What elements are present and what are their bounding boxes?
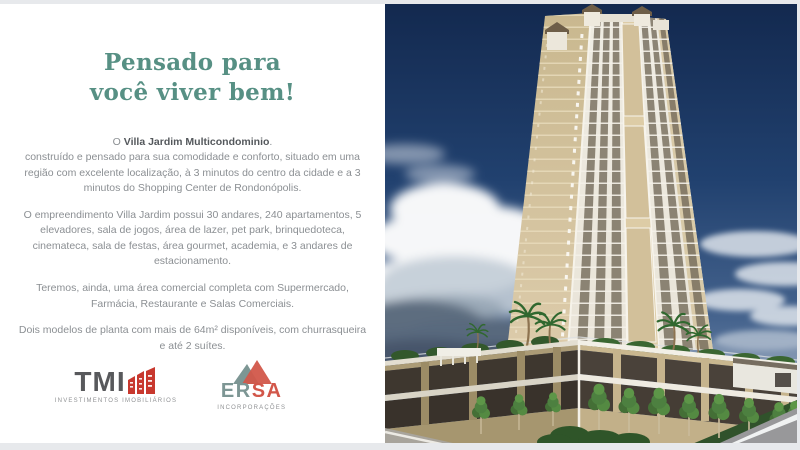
tmi-wordmark: TMI [74, 366, 126, 398]
tower-scene [385, 4, 797, 443]
ersa-wordmark-red: SA [251, 380, 283, 402]
ersa-wordmark-teal: ER [220, 380, 252, 402]
description-block [18, 135, 368, 354]
title-line-2: você viver bem! [89, 79, 296, 107]
project-name-line: O Villa Jardim Multicondominio. [112, 135, 273, 148]
ersa-logo [217, 360, 286, 411]
brochure-slide [0, 4, 797, 443]
page-title [0, 48, 385, 109]
tmi-logo [55, 367, 177, 404]
building-rendering-image [385, 4, 797, 443]
ersa-tagline: INCORPORAÇÕES [217, 405, 287, 411]
about-paragraph-3: Teremos, ainda, uma área comercial completa com Supermercado, Farmácia, Restaurante e Salas Comerciais. [36, 281, 349, 310]
about-paragraph-1 [18, 135, 368, 197]
text-panel [0, 4, 385, 443]
project-name: Villa Jardim Multicondominio [123, 135, 270, 148]
about-paragraph-2: O empreendimento Villa Jardim possui 30 andares, 240 apartamentos, 5 elevadores, sala de jogos, área de lazer, pet park, brinquedoteca, cinemateca, sala de festas, área gourmet, academia, e 3 andares de estacionamento. [23, 208, 362, 268]
logos-row [0, 360, 385, 411]
about-paragraph-1-body: construído e pensado para sua comodidade e conforto, situado em uma região com excelente localização, à 3 minutos do centro da cidade e a 3 minutos do Shopping Center de Rondonópolis. [24, 151, 361, 195]
title-line-1: Pensado para [104, 49, 281, 76]
building-m-icon [128, 367, 158, 394]
tmi-tagline: INVESTIMENTOS IMOBILIÁRIOS [54, 398, 178, 404]
about-paragraph-4: Dois modelos de planta com mais de 64m² disponíveis, com churrasqueira e até 2 suítes. [18, 324, 367, 352]
